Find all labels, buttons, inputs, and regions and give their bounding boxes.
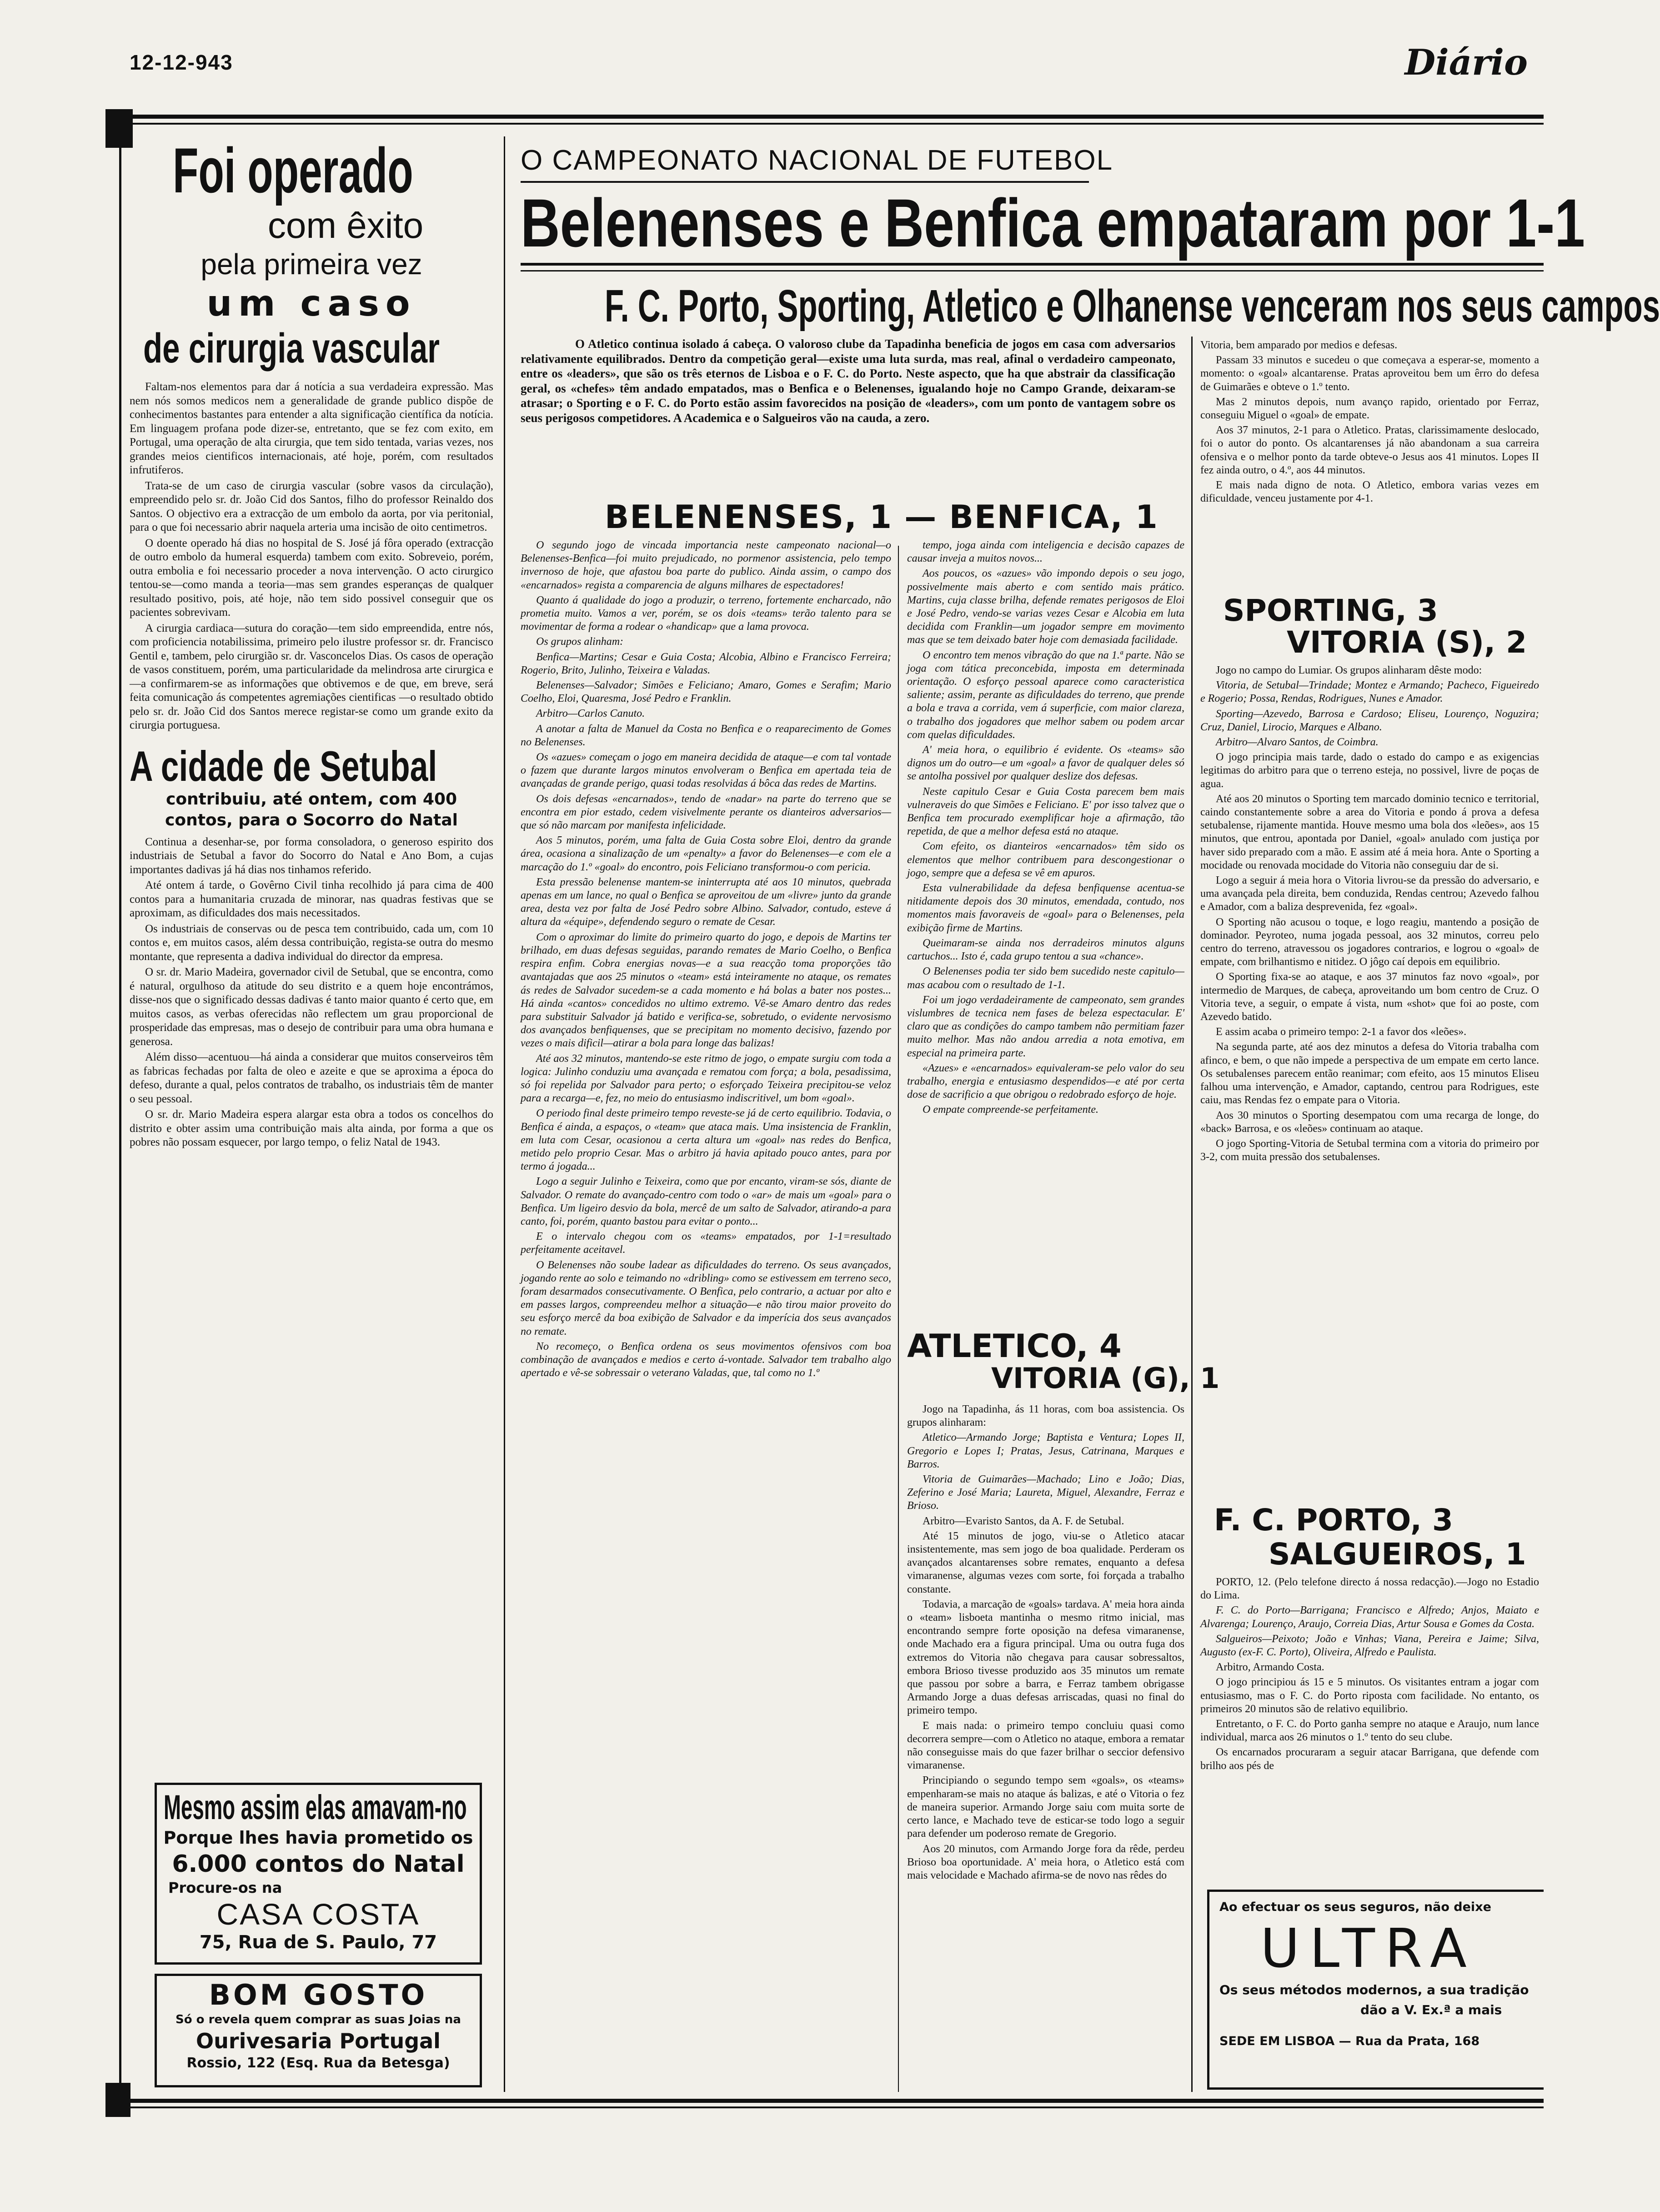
belenenses-paragraph: Os dois defesas «encarnados», tendo de «nadar» na parte do terreno que se encontra em pior estado, cedem visivelmente perante os dianteiros adversarios—que só não marcam por manifesta infelicidade. xyxy=(521,793,891,832)
porto-title-1: F. C. PORTO, 3 xyxy=(1214,1503,1453,1538)
atletico-paragraph: Até 15 minutos de jogo, viu-se o Atletico atacar insistentemente, mas sem jogo de boa qualidade. Perderam os avançados alcantarenses sobre remates, enquanto a defesa vimaranense, algumas vezes com sorte, foi forçada a trabalho constante. xyxy=(907,1530,1184,1595)
belenenses-paragraph: No recomeço, o Benfica ordena os seus movimentos ofensivos com boa combinação de avançados e medios e certo á-vontade. Salvador tem trabalho algo apertado e vê-se sobressair o veterano Valadas, que, tal como no 1.º xyxy=(521,1340,891,1379)
main-headline-wrap xyxy=(521,185,1585,261)
surgery-headline-3: pela primeira vez xyxy=(201,248,422,281)
porto-paragraph: Entretanto, o F. C. do Porto ganha sempre no ataque e Araujo, num lance individual, marca aos 26 minutos o 1.º tento do seu clube. xyxy=(1200,1718,1539,1744)
sporting-paragraph: Até aos 20 minutos o Sporting tem marcado dominio tecnico e territorial, caindo constantemente sobre a area do Vitoria e pondo á prova a defesa setubalense, rijamente mantida. Houve mesmo uma bola dos «leões», aos 15 minutos, que entrou, apontada por Daniel, «goal» anulado com justiça por haver sido preparado com a mão. E assim até á meia hora. Ante o Sporting a mocidade ou renovada mocidade do Vitoria não conseguiu dar de si. xyxy=(1200,793,1539,871)
sporting-paragraph: O Sporting não acusou o toque, e logo reagiu, mantendo a posição de dominador. Peyroteo, numa jogada pessoal, aos 32 minutos, correu pelo centro do terreno, atravessou os jogadores contrarios, e logrou o «goal» de empate, com brilhantismo e nitidez. O jôgo caí depois em equilibrio. xyxy=(1200,916,1539,968)
bottom-rule-thick xyxy=(107,2099,1544,2103)
sporting-paragraph: Na segunda parte, até aos dez minutos a defesa do Vitoria trabalha com afinco, e bem, o que não impede a perspectiva de um empate em certo lance. Os setubalenses parecem então reanimar; com efeito, aos 15 minutos Eliseu falhou uma intervenção, e Amador, captando, centrou para Rodrigues, este caiu, mas Rendas fez o empate para o Vitoria. xyxy=(1200,1041,1539,1106)
belenenses-paragraph: O encontro tem menos vibração do que na 1.ª parte. Não se joga com tática preconcebida, imposta em determinada orientação. O esforço pessoal aparece como caracteristica saliente; assim, perante as dificuldades do terreno, que prende a bola e trava a corrida, vem á superficie, com maior clareza, o trabalho dos jogadores que melhor sabem ou podem arcar com quelas dificuldades. xyxy=(907,649,1184,741)
casa-costa-ad xyxy=(155,1783,482,1965)
atletico-paragraph: Todavia, a marcação de «goals» tardava. A' meia hora ainda o «team» lisboeta mantinha o mesmo ritmo inicial, mas encontrando sempre forte oposição na defesa vimaranense, onde Machado era a figura principal. Uma ou outra fuga dos extremos do Vitoria não chegava para causar sobressaltos, embora Brioso tivesse produzido aos 35 minutos um remate que passou por sobre a barra, e Ferraz tambem obrigasse Armando Jorge a duas defesas arriscadas, quasi no final do primeiro tempo. xyxy=(907,1598,1184,1717)
atletico-paragraph: E mais nada digno de nota. O Atletico, embora varias vezes em dificuldade, venceu justamente por 4-1. xyxy=(1200,479,1539,505)
issue-date: 12-12-943 xyxy=(130,50,233,74)
left-margin-rule xyxy=(119,136,121,2092)
surgery-paragraph: O doente operado há dias no hospital de S. José já fôra operado (extracção de outro embolo da humeral esquerda) tambem com exito. Sobreveio, porém, outra embolia e foi necessario proceder a nova intervenção. O acto cirurgico tentou-se—como manda a teoria—mas sem grandes esperanças de qualquer resultado positivo, pois, até hoje, não tem sido possivel conseguir que os pacientes sobrevivam. xyxy=(130,537,493,618)
atletico-paragraph: Passam 33 minutos e sucedeu o que começava a esperar-se, momento a momento: o «goal» alcantarense. Pratas aproveitou bem um êrro do defesa de Guimarães e obteve o 1.º tento. xyxy=(1200,354,1539,393)
belenenses-paragraph: Quanto á qualidade do jogo a produzir, o terreno, fortemente encharcado, não prometia muito. Vamos a ver, porém, se os dois «teams» terão talento para se movimentar de forma a rodear o «handicap» que a lama provoca. xyxy=(521,594,891,633)
top-rule-thin xyxy=(107,123,1544,125)
atletico-paragraph: Arbitro—Evaristo Santos, da A. F. de Setubal. xyxy=(923,1515,1124,1527)
top-rule-thick xyxy=(107,115,1544,119)
belenenses-paragraph: Neste capitulo Cesar e Guia Costa parecem bem mais vulneraveis do que Simões e Feliciano. E' por isso talvez que o Benfica tem procurado exemplificar hoje a afirmação, tão repetida, de que a melhor defesa está no ataque. xyxy=(907,785,1184,838)
atletico-paragraph: Aos 20 minutos, com Armando Jorge fora da rêde, perdeu Brioso boa oportunidade. A' meia hora, o Atletico está com mais velocidade e Machado afirma-se de novo nas rêdes do xyxy=(907,1843,1184,1881)
surgery-headline-5: de cirurgia vascular xyxy=(143,325,440,372)
main-headline-rule xyxy=(521,263,1544,266)
setubal-article-body xyxy=(130,835,493,1150)
atletico-paragraph: Aos 37 minutos, 2-1 para o Atletico. Pratas, clarissimamente deslocado, foi o autor do ponto. Os alcantarenses já não abandonam a sua carreira ofensiva e o melhor ponto da tarde obteve-o Jesus aos 41 minutos. Lopes II fez ainda outro, o 4.º, aos 44 minutos. xyxy=(1200,424,1539,476)
sporting-paragraph: O Sporting fixa-se ao ataque, e aos 37 minutos faz novo «goal», por intermedio de Marques, de cabeça, aproveitando um bom centro de Cruz. O Vitoria teve, a seguir, o empate á vista, num «shot» que foi ao poste, com Azevedo batido. xyxy=(1200,971,1539,1023)
setubal-subheadline-2: contos, para o Socorro do Natal xyxy=(165,810,458,830)
belenenses-paragraph: Belenenses—Salvador; Simões e Feliciano; Amaro, Gomes e Serafim; Mario Coelho, Eloi, Quaresma, José Pedro e Franklin. xyxy=(521,679,891,705)
belenenses-paragraph: Queimaram-se ainda nos derradeiros minutos alguns cartuchos... Isto é, cada grupo tentou a sua «chance». xyxy=(907,937,1184,963)
sub-headline: F. C. Porto, Sporting, Atletico e Olhanense venceram nos seus campos xyxy=(605,281,1660,332)
surgery-article-body xyxy=(130,380,493,733)
belenenses-paragraph: O periodo final deste primeiro tempo reveste-se já de certo equilibrio. Todavia, o Benfica é ainda, a espaços, o «team» que ataca mais. Uma insistencia de Franklin, em luta com Cesar, ocasionou a certa altura um «goal» nas redes do Benfica, metido pelo proprio Cesar. Mas o arbitro já havia apitado pouco antes, para por termo á jogada... xyxy=(521,1107,891,1173)
sporting-title-2: VITORIA (S), 2 xyxy=(1287,625,1527,660)
atletico-paragraph: Vitoria, bem amparado por medios e defesas. xyxy=(1200,339,1398,351)
porto-paragraph: O jogo principiou ás 15 e 5 minutos. Os visitantes entram a jogar com entusiasmo, mas o F. C. do Porto riposta com facilidade. No entanto, os primeiros 20 minutos são de relativo equilibrio. xyxy=(1200,1676,1539,1715)
porto-paragraph: Arbitro, Armando Costa. xyxy=(1216,1661,1324,1674)
belenenses-paragraph: Os «azues» começam o jogo em maneira decidida de ataque—e com tal vontade o fazem que durante largos minutos envolveram o Benfica em apertada teia de avançadas de grande perigo, quasi todas resolvidas á bôca das redes de Martins. xyxy=(521,751,891,790)
belenenses-paragraph: «Azues» e «encarnados» equivaleram-se pelo valor do seu trabalho, energia e entusiasmo despendidos—e até por certa dose de sacrificio a que obrigou o redobrado esforço de hoje. xyxy=(907,1062,1184,1101)
setubal-paragraph: O sr. dr. Mario Madeira, governador civil de Setubal, que se encontra, como é natural, orgulhoso da atitude do seu distrito e a quem hoje encontrámos, disse-nos que o significado dessas dadivas é tanto maior quanto é certo que, em muitos casos, as verbas oferecidas não reflectem um grau proporcional de prosperidade das empresas, mas o desejo de contribuir para uma obra humana e generosa. xyxy=(130,966,493,1048)
bom-gosto-ad-line3: Rossio, 122 (Esq. Rua da Betesga) xyxy=(186,2055,450,2071)
belenenses-paragraph: Com o aproximar do limite do primeiro quarto do jogo, e depois de Martins ter brilhado, em duas defesas seguidas, parando remates de Mario Coelho, o Benfica respira enfim. Cobra energias novas—e a sua reacção toma proporções tão avantajadas que aos 25 minutos o «team» está inteiramente no ataque, os remates ás redes de Salvador sucedem-se a cada momento e há bolas a bater nos postes... Há ainda «cantos» concedidos no ultimo extremo. Vê-se Amaro dentro das redes para substituir Salvador já batido e verifica-se, sobretudo, o evidente nervosismo dos avançados benfiquenses, que se precipitam no momento decisivo, fazendo por vezes o mais dificil—atirar a bola para longe das balizas! xyxy=(521,931,891,1050)
belenenses-paragraph: Benfica—Martins; Cesar e Guia Costa; Alcobia, Albino e Francisco Ferreira; Rogerio, Brito, Julinho, Teixeira e Valadas. xyxy=(521,651,891,676)
porto-body xyxy=(1200,1576,1539,1775)
belenenses-paragraph: O Belenenses não soube ladear as dificuldades do terreno. Os seus avançados, jogando rente ao solo e teimando no «dribling» como se estivessem em terreno seco, foram desarmados consecutivamente. O Benfica, pelo contrario, a actuar por alto e em passes largos, compreendeu melhor a situação—e não tirou maior proveito do seu esforço mercê da boa exibição de Salvador e da imperícia dos seus avançados no remate. xyxy=(521,1259,891,1337)
setubal-paragraph: O sr. dr. Mario Madeira espera alargar esta obra a todos os concelhos do distrito e obter assim uma contribuição mais alta ainda, por forma a que os pobres não possam esquecer, por largo tempo, o feliz Natal de 1943. xyxy=(130,1108,493,1148)
football-kicker: O CAMPEONATO NACIONAL DE FUTEBOL xyxy=(521,145,1113,176)
ultra-ad-line2: Os seus métodos modernos, a sua tradição xyxy=(1219,1982,1529,1997)
main-headline: Belenenses e Benfica empataram por 1-1 xyxy=(521,185,1585,261)
sporting-paragraph: Jogo no campo do Lumiar. Os grupos alinharam dêste modo: xyxy=(1216,664,1482,676)
bom-gosto-ad xyxy=(155,1974,482,2087)
belenenses-paragraph: Até aos 32 minutos, mantendo-se este ritmo de jogo, o empate surgiu com toda a logica: Julinho conduziu uma avançada e rematou com força; a bola, pesadissima, só foi repelida por Salvador para perto; o esforçado Teixeira precipitou-se veloz para a recarga—e, fez, no meio do entusiasmo indiscritivel, um bom «goal». xyxy=(521,1052,891,1105)
porto-paragraph: F. C. do Porto—Barrigana; Francisco e Alfredo; Anjos, Maiato e Alvarenga; Lourenço, Araujo, Correia Dias, Artur Sousa e Gomes da Costa. xyxy=(1200,1604,1539,1630)
sporting-paragraph: Vitoria, de Setubal—Trindade; Montez e Armando; Pacheco, Figueiredo e Rogerio; Possa, Rendas, Rodrigues, Nunes e Amador. xyxy=(1200,679,1539,705)
atletico-body xyxy=(907,1403,1184,1884)
casa-costa-ad-line2: 6.000 contos do Natal xyxy=(172,1850,465,1878)
ultra-ad-address: SEDE EM LISBOA — Rua da Prata, 168 xyxy=(1219,2034,1480,2048)
ultra-ad-line1: Ao efectuar os seus seguros, não deixe xyxy=(1219,1900,1491,1914)
belenenses-paragraph: O empate compreende-se perfeitamente. xyxy=(923,1104,1098,1116)
football-lead-text: O Atletico continua isolado á cabeça. O valoroso clube da Tapadinha beneficia de jogos em casa com adversarios relativamente equilibrados. Dentro da competição geral—existe uma luta surda, mas real, afinal o verdadeiro campeonato, entre os «leaders», que são os três eternos de Lisboa e o F. C. do Porto. Neste aspecto, que ha que abstrair da classificação geral, os «chefes» têm andado empatados, mas o Benfica e o Belenenses, igualando hoje no Campo Grande, deixaram-se atrasar; o Sporting e o F. C. do Porto estão assim favorecidos na posição de «leaders», com um ponto de vantagem sobre os seus perigosos competidores. A Academica e o Salgueiros vão na cauda, a zero. xyxy=(521,337,1175,425)
belenenses-paragraph: A anotar a falta de Manuel da Costa no Benfica e o reaparecimento de Gomes no Belenenses. xyxy=(521,723,891,748)
kicker-rule xyxy=(521,181,1089,183)
setubal-paragraph: Além disso—acentuou—há ainda a considerar que muitos conserveiros têm as fabricas fechadas por falta de oleo e azeite e que se aproxima a época do defeso, durante a qual, pelos contratos de trabalho, os industriais têm de manter o seu pessoal. xyxy=(130,1051,493,1105)
bom-gosto-ad-title: BOM GOSTO xyxy=(209,1978,428,2011)
surgery-headline-4: um caso xyxy=(206,283,416,324)
belenenses-paragraph: O Belenenses podia ter sido bem sucedido neste capitulo—mas acabou com o resultado de 1-1. xyxy=(907,965,1184,991)
belenenses-paragraph: A' meia hora, o equilibrio é evidente. Os «teams» são dignos um do outro—e um «goal» a favor de qualquer deles só se antolha possivel por qualquer deslize dos defesas. xyxy=(907,744,1184,783)
belenenses-paragraph: tempo, joga ainda com inteligencia e decisão capazes de causar inveja a muitos novos... xyxy=(907,539,1184,565)
setubal-subheadline-1: contribuiu, até ontem, com 400 xyxy=(165,789,457,809)
masthead: Diário xyxy=(1404,42,1528,83)
atletico-title-1: ATLETICO, 4 xyxy=(907,1327,1122,1365)
bom-gosto-ad-line1: Só o revela quem comprar as suas Joias na xyxy=(176,2013,461,2026)
setubal-paragraph: Os industriais de conservas ou de pesca tem contribuido, cada um, com 10 contos e, em muitos casos, além dessa contribuição, regista-se outra do mesmo montante, que representa a dadiva individual do director da empresa. xyxy=(130,922,493,963)
porto-title-2: SALGUEIROS, 1 xyxy=(1269,1537,1526,1572)
casa-costa-ad-line3: Procure-os na xyxy=(168,1879,282,1896)
atletico-paragraph: Mas 2 minutos depois, num avanço rapido, orientado por Ferraz, conseguiu Miguel o «goal» de empate. xyxy=(1200,396,1539,422)
porto-paragraph: Os encarnados procuraram a seguir atacar Barrigana, que defende com brilho aos pés de xyxy=(1200,1746,1539,1772)
belenenses-paragraph: E o intervalo chegou com os «teams» empatados, por 1-1=resultado perfeitamente aceitavel. xyxy=(521,1231,891,1256)
football-lead xyxy=(521,337,1175,427)
atletico-title-2: VITORIA (G), 1 xyxy=(991,1362,1220,1395)
surgery-headline-2: com êxito xyxy=(267,205,424,246)
setubal-paragraph: Continua a desenhar-se, por forma consoladora, o generoso espirito dos industriais de Setubal a favor do Socorro do Natal e Ano Bom, a cujas importantes dadivas já há dias nos tinhamos referido. xyxy=(130,835,493,876)
bottom-rule-thin xyxy=(107,2106,1544,2108)
column-rule-left xyxy=(504,136,505,2092)
main-headline-rule-2 xyxy=(521,270,1544,271)
sporting-paragraph: O jogo Sporting-Vitoria de Setubal termina com a vitoria do primeiro por 3-2, com muita pressão dos setubalenses. xyxy=(1200,1137,1539,1163)
casa-costa-ad-title-wrap: Mesmo assim elas amavam-no xyxy=(164,1788,467,1827)
casa-costa-ad-line1: Porque lhes havia prometido os xyxy=(163,1828,473,1848)
belenenses-col1 xyxy=(521,539,891,1382)
column-rule-mid xyxy=(898,546,899,2092)
corner-block-bottom xyxy=(105,2083,130,2117)
surgery-headline-1: Foi operado xyxy=(173,135,413,206)
atletico-paragraph: Atletico—Armando Jorge; Baptista e Ventura; Lopes II, Gregorio e Lopes I; Pratas, Jesus, Catrinana, Marques e Barros. xyxy=(907,1432,1184,1470)
atletico-paragraph: E mais nada: o primeiro tempo concluiu quasi como decorrera sempre—com o Atletico no ataque, embora a rematar não conseguisse mais do que fazer brilhar o seccior defensivo vimaranense. xyxy=(907,1719,1184,1772)
belenenses-paragraph: Aos 5 minutos, porém, uma falta de Guia Costa sobre Eloi, dentro da grande área, ocasiona a sinalização de um «penalty» a favor do Belenenses—e com ele a marcação do 1.º «goal» do encontro, pois Feliciano transformou-o com pericia. xyxy=(521,835,891,873)
atletico-continued xyxy=(1200,339,1539,507)
atletico-paragraph: Jogo na Tapadinha, ás 11 horas, com boa assistencia. Os grupos alinharam: xyxy=(907,1403,1184,1429)
casa-costa-ad-name: CASA COSTA xyxy=(216,1897,420,1931)
belenenses-paragraph: Esta pressão belenense mantem-se ininterrupta até aos 10 minutos, quebrada apenas em um lance, no qual o Benfica se aproveitou de um «livre» junto da grande area, desta vez por falta de José Pedro sobre Albino. Salvador, contudo, esteve á altura da «équipe», defendendo seguro o remate de Cesar. xyxy=(521,876,891,928)
belenenses-paragraph: Esta vulnerabilidade da defesa benfiquense acentua-se nitidamente depois dos 30 minutos, emendada, contudo, nos momentos mais favoraveis de «goal» para o Belenenses, pela exibição firme de Martins. xyxy=(907,882,1184,934)
porto-paragraph: Salgueiros—Peixoto; João e Vinhas; Viana, Pereira e Jaime; Silva, Augusto (ex-F. C. Porto), Oliveira, Alfredo e Paulista. xyxy=(1200,1633,1539,1659)
sporting-paragraph: E assim acaba o primeiro tempo: 2-1 a favor dos «leões». xyxy=(1216,1026,1467,1038)
sporting-title-1: SPORTING, 3 xyxy=(1223,593,1438,628)
belenenses-paragraph: Foi um jogo verdadeiramente de campeonato, sem grandes vislumbres de tecnica nem fases de beleza espectacular. E' claro que as condições do campo tambem não permitiam fazer muito melhor. Mas não andou arredia a nota emotiva, em especial na primeira parte. xyxy=(907,994,1184,1059)
belenenses-benfica-title: BELENENSES, 1 — BENFICA, 1 xyxy=(605,498,1158,536)
surgery-paragraph: A cirurgia cardiaca—sutura do coração—tem sido empreendida, entre nós, com proficiencia notabilissima, primeiro pelo ilustre professor sr. dr. Francisco Gentil e, tambem, pelo cirurgião sr. dr. Vasconcelos Dias. Os casos de operação de vasos constituem, porém, uma particularidade da melindrosa arte cirurgica e —a confirmarem-se as informações que obtivemos e de que, em breve, será feita comunicação ás competentes agremiações cientificas —o resultado obtido pelo sr. dr. João Cid dos Santos merece registar-se como um grande exito da cirurgia portuguesa. xyxy=(130,622,493,731)
surgery-paragraph: Faltam-nos elementos para dar á notícia a sua verdadeira expressão. Mas nem nós somos medicos nem a generalidade de grande publico dispõe de conhecimentos bastantes para entender a alta significação científica da notícia. Em linguagem profana pode dizer-se, entretanto, que se fez com exito, em Portugal, uma operação de alta cirurgia, que tem sido tentada, varias vezes, nos grandes meios cientificos internacionais, até hoje, porém, com resultados infrutiferos. xyxy=(130,381,493,476)
atletico-paragraph: Principiando o segundo tempo sem «goals», os «teams» empenharam-se mais no ataque ás balizas, e até o Vitoria o fez de maneira superior. Armando Jorge saiu com muita sorte de certo lance, e Machado teve de esticar-se todo logo a seguir para defender um poderoso remate de Gregorio. xyxy=(907,1775,1184,1840)
sporting-body xyxy=(1200,664,1539,1166)
atletico-paragraph: Vitoria de Guimarães—Machado; Lino e João; Dias, Zeferino e José Maria; Laureta, Miguel, Alexandre, Ferraz e Brioso. xyxy=(907,1473,1184,1512)
porto-paragraph: PORTO, 12. (Pelo telefone directo á nossa redacção).—Jogo no Estadio do Lima. xyxy=(1200,1576,1539,1602)
left-column xyxy=(130,136,493,1151)
sporting-paragraph: Sporting—Azevedo, Barrosa e Cardoso; Eliseu, Lourenço, Noguzira; Cruz, Daniel, Lirocio, Marques e Albano. xyxy=(1200,708,1539,733)
belenenses-paragraph: Com efeito, os dianteiros «encarnados» têm sido os elementos que melhor contribuem para descongestionar o jogo, sempre que a defesa se vê em apuros. xyxy=(907,840,1184,879)
ultra-ad-title: ULTRA xyxy=(1260,1917,1477,1980)
sporting-paragraph: Arbitro—Alvaro Santos, de Coimbra. xyxy=(1216,736,1379,749)
sporting-paragraph: Logo a seguir á meia hora o Vitoria livrou-se da pressão do adversario, e uma avançada pela direita, bem conduzida, Rendas centrou; Azevedo falhou e Amador, com a baliza desprevenida, fez «goal». xyxy=(1200,875,1539,913)
belenenses-paragraph: O segundo jogo de vincada importancia neste campeonato nacional—o Belenenses-Benfica—foi muito prejudicado, no pormenor assistencia, pelo tempo invernoso de hoje, que afastou boa parte do publico. Ainda assim, o campo dos «encarnados» regista a comparencia de alguns milhares de espectadores! xyxy=(521,539,891,591)
setubal-headline: A cidade de Setubal xyxy=(130,742,437,790)
ultra-insurance-ad xyxy=(1207,1890,1544,2090)
ultra-ad-line3: dão a V. Ex.ª a mais xyxy=(1360,2002,1502,2017)
bom-gosto-ad-line2: Ourivesaria Portugal xyxy=(196,2029,441,2053)
surgery-paragraph: Trata-se de um caso de cirurgia vascular (sobre vasos da circulação), empreendido pelo sr. dr. João Cid dos Santos, filho do professor Reinaldo dos Santos. O objectivo era a extracção de um embolo da aorta, por via peritonial, para o que foi necessario abrir naquela arteria uma incisão de oito centimetros. xyxy=(130,479,493,533)
column-rule-right xyxy=(1191,337,1193,2092)
belenenses-paragraph: Os grupos alinham: xyxy=(536,636,624,648)
sporting-paragraph: Aos 30 minutos o Sporting desempatou com uma recarga de longe, do «back» Barrosa, e os «leões» continuam ao ataque. xyxy=(1200,1109,1539,1135)
sub-headline-wrap xyxy=(605,281,1660,332)
belenenses-col2 xyxy=(907,539,1184,1119)
sporting-paragraph: O jogo principia mais tarde, dado o estado do campo e as exigencias legitimas do arbitro para que o terreno esteja, no possivel, livre de poças de agua. xyxy=(1200,751,1539,790)
belenenses-paragraph: Arbitro—Carlos Canuto. xyxy=(536,708,645,720)
casa-costa-ad-address: 75, Rua de S. Paulo, 77 xyxy=(199,1932,437,1953)
belenenses-paragraph: Logo a seguir Julinho e Teixeira, como que por encanto, viram-se sós, diante de Salvador. O remate do avançado-centro com todo o «ar» de mais um «goal» para o Benfica. Um ligeiro desvio da bola, mercê de um salto de Salvador, atirando-a para canto, foi, porém, quanto bastou para evitar o ponto... xyxy=(521,1176,891,1227)
setubal-paragraph: Até ontem á tarde, o Govêrno Civil tinha recolhido já para cima de 400 contos para a humanitaria cruzada de minorar, nas quadras festivas que se aproximam, as dificuldades dos mais necessitados. xyxy=(130,879,493,919)
belenenses-paragraph: Aos poucos, os «azues» vão impondo depois o seu jogo, possivelmente mais aberto e com sentido mais prático. Martins, cuja classe brilha, defende remates perigosos de Eloi e José Pedro, vendo-se varias vezes Cesar e Alcobia em luta decidida com Franklin—um jogador sempre em movimento mas que se tem deixado bater hoje com demasiada facilidade. xyxy=(907,568,1184,646)
